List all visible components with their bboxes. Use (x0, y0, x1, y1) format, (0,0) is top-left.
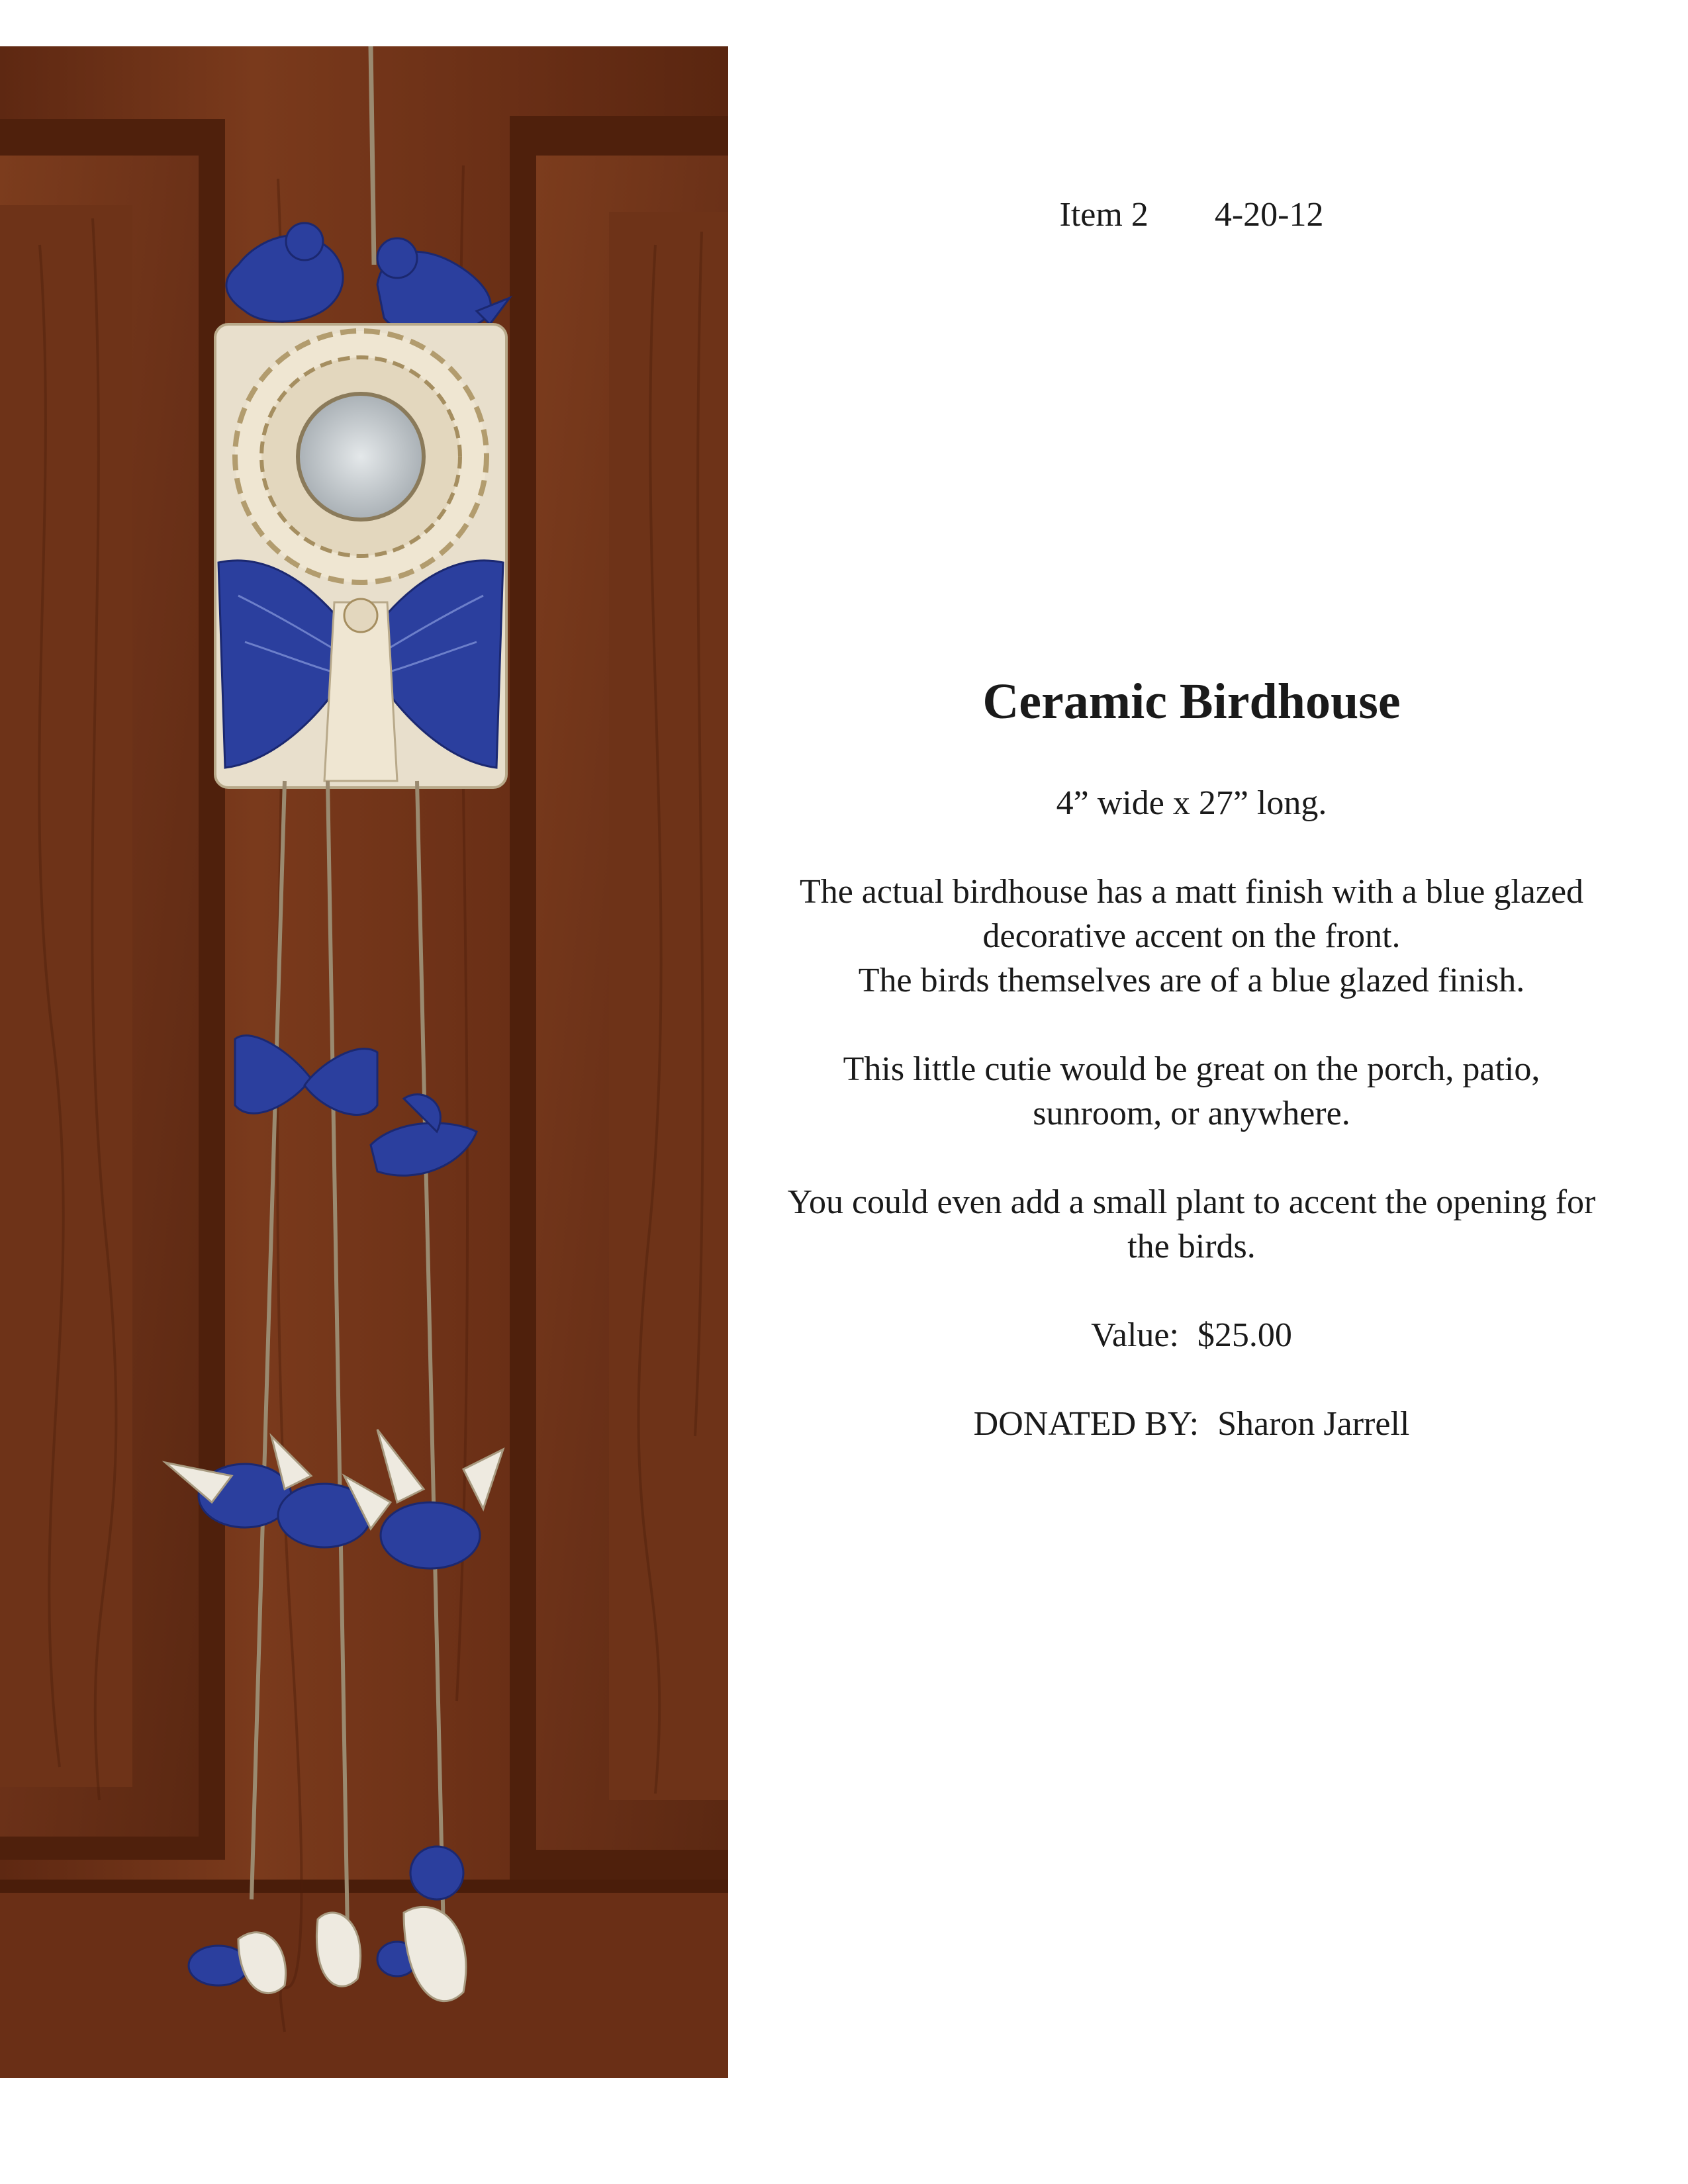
door-panel-left (0, 119, 225, 1860)
birdhouse-illustration (0, 46, 728, 2078)
item-header (761, 195, 1622, 235)
birdhouse-body (215, 324, 506, 788)
usage-line: This little cutie would be great on the porch, patio, (843, 1050, 1540, 1088)
donor-name: Sharon Jarrell (1217, 1405, 1410, 1443)
door-panel-right (510, 116, 728, 1889)
plant-line: the birds. (1127, 1228, 1256, 1265)
plant-description (761, 1180, 1622, 1269)
item-body (761, 781, 1622, 1446)
finish-line: The birds themselves are of a blue glazed finish. (858, 962, 1525, 999)
value-amount: $25.00 (1197, 1316, 1292, 1354)
door-bottom-rail (0, 1886, 728, 2078)
plant-line: You could even add a small plant to accent the opening for (787, 1183, 1596, 1221)
value-label: Value: (1091, 1316, 1179, 1354)
donor-label: DONATED BY: (973, 1405, 1199, 1443)
hanging-twine (371, 46, 374, 265)
finish-line: The actual birdhouse has a matt finish with a blue glazed (799, 873, 1584, 911)
item-value (761, 1313, 1622, 1357)
birdhouse-opening (298, 394, 424, 520)
item-title: Ceramic Birdhouse (982, 674, 1401, 729)
usage-description (761, 1047, 1622, 1136)
usage-line: sunroom, or anywhere. (1033, 1095, 1350, 1132)
finish-line: decorative accent on the front. (982, 917, 1401, 955)
product-photo (0, 46, 728, 2078)
dimensions: 4” wide x 27” long. (1056, 784, 1327, 822)
item-date: 4-20-12 (1214, 196, 1324, 234)
donor (761, 1402, 1622, 1446)
item-number: Item 2 (1059, 196, 1149, 234)
finish-description (761, 870, 1622, 1003)
